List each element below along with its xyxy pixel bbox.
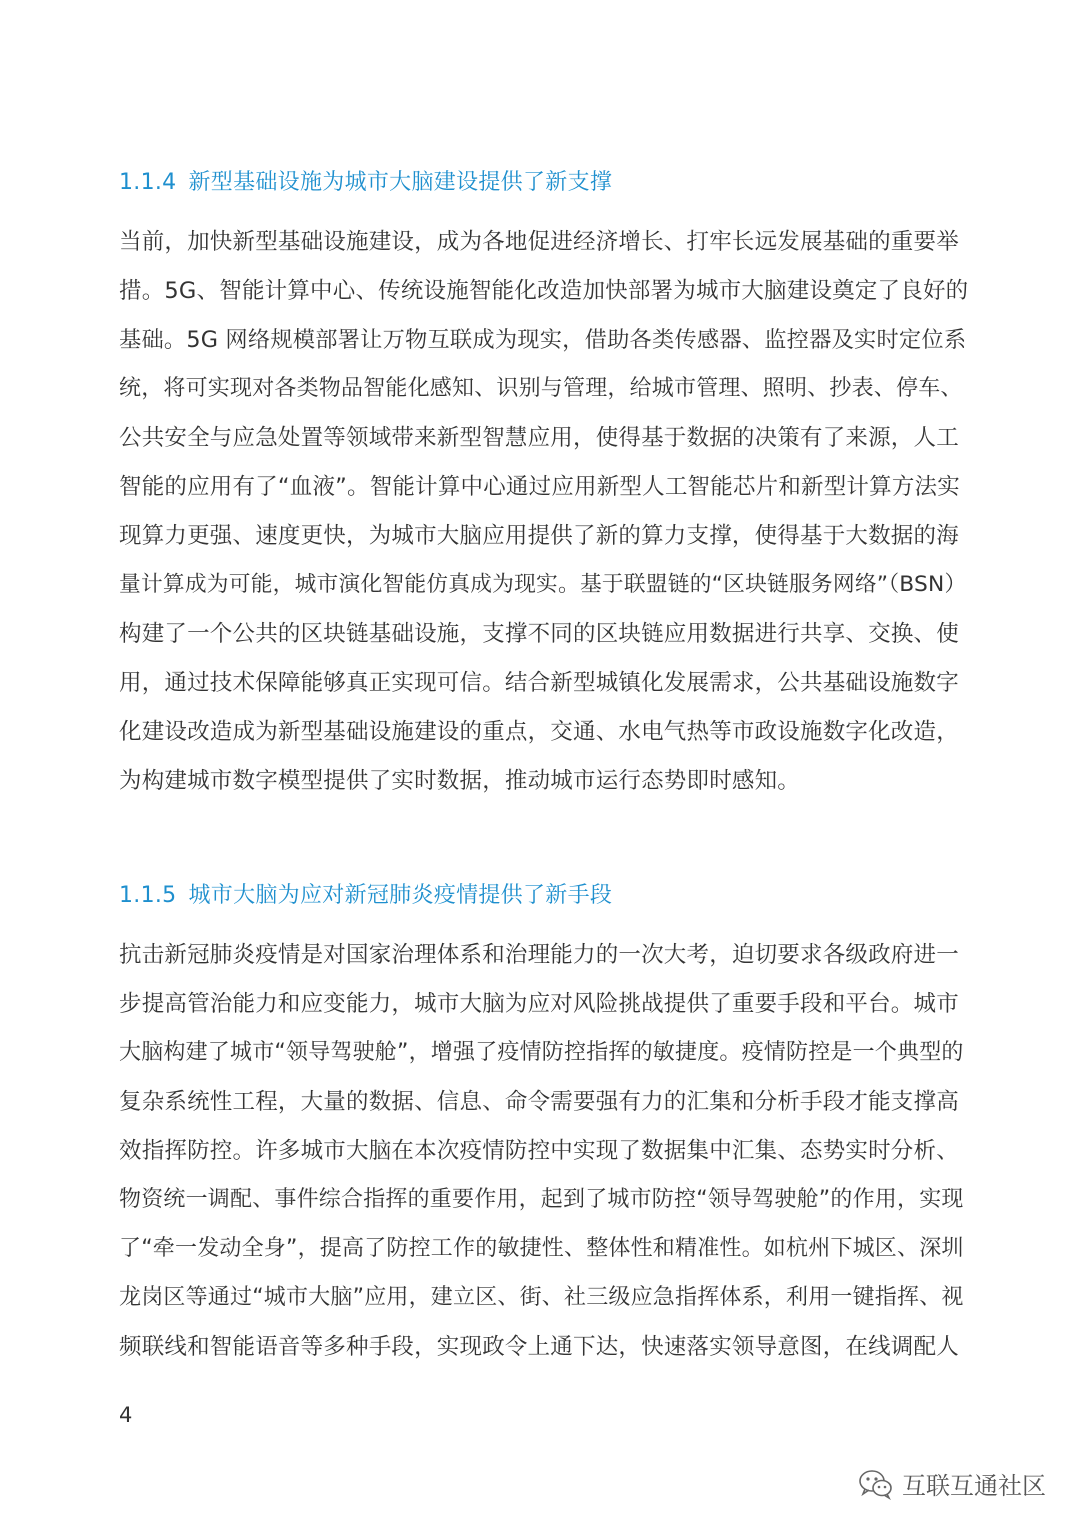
section-title: 城市大脑为应对新冠肺炎疫情提供了新手段: [188, 883, 613, 908]
paragraph-line: 量计算成为可能，城市演化智能仿真成为现实。基于联盟链的“区块链服务网络”（BSN）: [119, 572, 967, 597]
page-number: 4: [119, 1403, 133, 1427]
paragraph-line: 统，将可实现对各类物品智能化感知、识别与管理，给城市管理、照明、抄表、停车、: [119, 376, 963, 401]
paragraph-line: 构建了一个公共的区块链基础设施，支撑不同的区块链应用数据进行共享、交换、使: [119, 621, 959, 647]
paragraph-line: 化建设改造成为新型基础设施建设的重点，交通、水电气热等市政设施数字化改造，: [119, 719, 959, 745]
paragraph-line: 基础。5G 网络规模部署让万物互联成为现实，借助各类传感器、监控器及实时定位系: [119, 327, 967, 353]
paragraph-line: 当前，加快新型基础设施建设，成为各地促进经济增长、打牢长远发展基础的重要举: [119, 229, 959, 255]
paragraph-line: 效指挥防控。许多城市大脑在本次疫情防控中实现了数据集中汇集、态势实时分析、: [119, 1138, 959, 1164]
paragraph-line: 复杂系统性工程，大量的数据、信息、命令需要强有力的汇集和分析手段才能支撑高: [119, 1089, 959, 1115]
section-number: 1.1.4: [119, 170, 177, 195]
paragraph-line: 用，通过技术保障能够真正实现可信。结合新型城镇化发展需求，公共基础设施数字: [119, 670, 959, 696]
paragraph-line: 大脑构建了城市“领导驾驶舱”，增强了疫情防控指挥的敏捷度。疫情防控是一个典型的: [119, 1040, 964, 1065]
paragraph-line: 了“牵一发动全身”，提高了防控工作的敏捷性、整体性和精准性。如杭州下城区、深圳: [119, 1236, 964, 1261]
paragraph-line: 智能的应用有了“血液”。智能计算中心通过应用新型人工智能芯片和新型计算方法实: [119, 474, 960, 500]
section-number: 1.1.5: [119, 883, 177, 908]
paragraph-line: 公共安全与应急处置等领域带来新型智慧应用，使得基于数据的决策有了来源，人工: [119, 425, 959, 451]
section-2-paragraph: [119, 935, 969, 1376]
section-1-paragraph: [119, 222, 969, 810]
paragraph-line: 频联线和智能语音等多种手段，实现政令上通下达，快速落实领导意图，在线调配人: [119, 1334, 959, 1360]
paragraph-line: 为构建城市数字模型提供了实时数据，推动城市运行态势即时感知。: [119, 768, 801, 794]
section-title: 新型基础设施为城市大脑建设提供了新支撑: [188, 170, 613, 195]
section-heading-1-1-4: [119, 165, 612, 196]
paragraph-line: 抗击新冠肺炎疫情是对国家治理体系和治理能力的一次大考，迫切要求各级政府进一: [119, 942, 959, 968]
paragraph-line: 措。5G、智能计算中心、传统设施智能化改造加快部署为城市大脑建设奠定了良好的: [119, 278, 969, 304]
section-heading-1-1-5: [119, 878, 612, 909]
paragraph-line: 步提高管治能力和应变能力，城市大脑为应对风险挑战提供了重要手段和平台。城市: [119, 991, 959, 1017]
paragraph-line: 现算力更强、速度更快，为城市大脑应用提供了新的算力支撑，使得基于大数据的海: [119, 523, 959, 549]
paragraph-line: 物资统一调配、事件综合指挥的重要作用，起到了城市防控“领导驾驶舱”的作用，实现: [119, 1187, 964, 1212]
watermark-text: 互联互通社区: [902, 1472, 1046, 1500]
paragraph-line: 龙岗区等通过“城市大脑”应用，建立区、街、社三级应急指挥体系，利用一键指挥、视: [119, 1285, 964, 1310]
wechat-icon: [858, 1468, 894, 1500]
watermark: [858, 1466, 1046, 1501]
